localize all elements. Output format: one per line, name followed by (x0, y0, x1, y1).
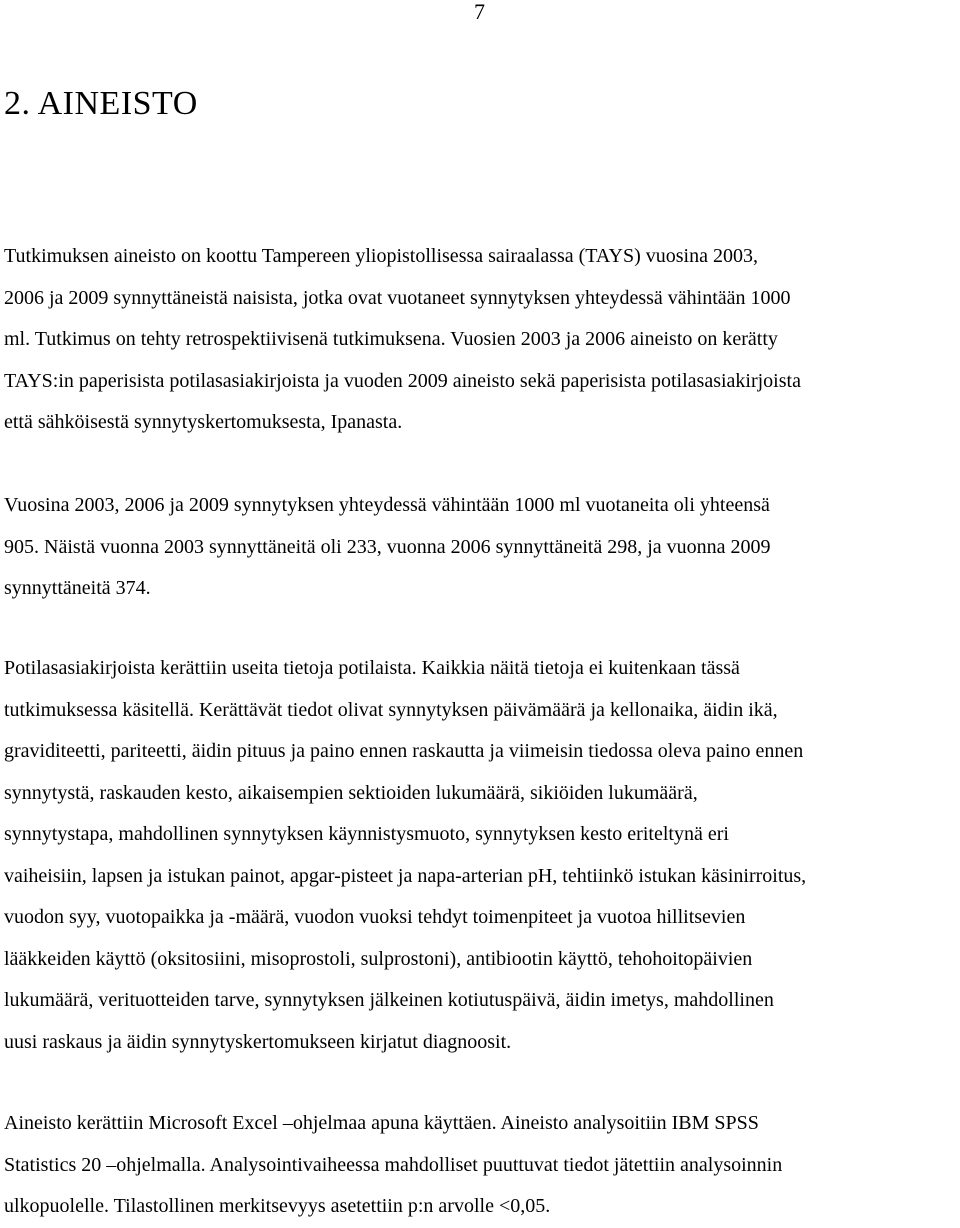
text-line: TAYS:in paperisista potilasasiakirjoista ja vuoden 2009 aineisto sekä paperisista potilasasiakirjoista (4, 369, 801, 392)
text-line: Potilasasiakirjoista kerättiin useita tietoja potilaista. Kaikkia näitä tietoja ei kuitenkaan tässä (4, 657, 740, 679)
text-line: graviditeetti, pariteetti, äidin pituus ja paino ennen raskautta ja viimeisin tiedossa oleva paino ennen (4, 740, 804, 762)
text-line: Statistics 20 –ohjelmalla. Analysointivaiheessa mahdolliset puuttuvat tiedot jätettiin analysoinnin (4, 1153, 783, 1176)
text-line: vaiheisiin, lapsen ja istukan painot, apgar-pisteet ja napa-arterian pH, tehtiinkö istukan käsinirroitus, (4, 864, 807, 887)
text-line: 905. Näistä vuonna 2003 synnyttäneitä oli 233, vuonna 2006 synnyttäneitä 298, ja vuonna 2009 (4, 535, 771, 558)
paragraph-analysis-methods (4, 1103, 960, 1228)
text-line: vuodon syy, vuotopaikka ja -määrä, vuodon vuoksi tehdyt toimenpiteet ja vuotoa hillitsevien (4, 906, 746, 928)
paragraph-data-source (4, 236, 960, 444)
text-line: lukumäärä, verituotteiden tarve, synnytyksen jälkeinen kotiutuspäivä, äidin imetys, mahdollinen (4, 989, 774, 1011)
text-line: 2006 ja 2009 synnyttäneistä naisista, jotka ovat vuotaneet synnytyksen yhteydessä vähintään 1000 (4, 286, 791, 309)
text-line: tutkimuksessa käsitellä. Kerättävät tiedot olivat synnytyksen päivämäärä ja kellonaika, äidin ikä, (4, 698, 778, 721)
page-number: 7 (474, 0, 485, 24)
text-line: ulkopuolelle. Tilastollinen merkitsevyys asetettiin p:n arvolle <0,05. (4, 1195, 551, 1217)
text-line: Tutkimuksen aineisto on koottu Tampereen yliopistollisessa sairaalassa (TAYS) vuosina 2003, (4, 245, 758, 267)
text-line: Aineisto kerättiin Microsoft Excel –ohjelmaa apuna käyttäen. Aineisto analysoitiin IBM SPSS (4, 1112, 759, 1134)
text-line: synnytystä, raskauden kesto, aikaisempien sektioiden lukumäärä, sikiöiden lukumäärä, (4, 781, 698, 804)
text-line: synnytystapa, mahdollinen synnytyksen käynnistysmuoto, synnytyksen kesto eriteltynä eri (4, 823, 729, 845)
text-line: synnyttäneitä 374. (4, 577, 151, 599)
text-line: uusi raskaus ja äidin synnytyskertomukseen kirjatut diagnoosit. (4, 1030, 512, 1053)
text-line: että sähköisestä synnytyskertomuksesta, Ipanasta. (4, 411, 403, 433)
text-line: lääkkeiden käyttö (oksitosiini, misoprostoli, sulprostoni), antibiootin käyttö, tehohoitopäivien (4, 947, 753, 970)
paragraph-case-counts (4, 485, 960, 610)
paragraph-collected-variables (4, 648, 960, 1063)
section-heading: 2. AINEISTO (4, 85, 198, 122)
text-line: ml. Tutkimus on tehty retrospektiivisenä tutkimuksena. Vuosien 2003 ja 2006 aineisto on kerätty (4, 328, 778, 350)
text-line: Vuosina 2003, 2006 ja 2009 synnytyksen yhteydessä vähintään 1000 ml vuotaneita oli yhteensä (4, 494, 770, 516)
